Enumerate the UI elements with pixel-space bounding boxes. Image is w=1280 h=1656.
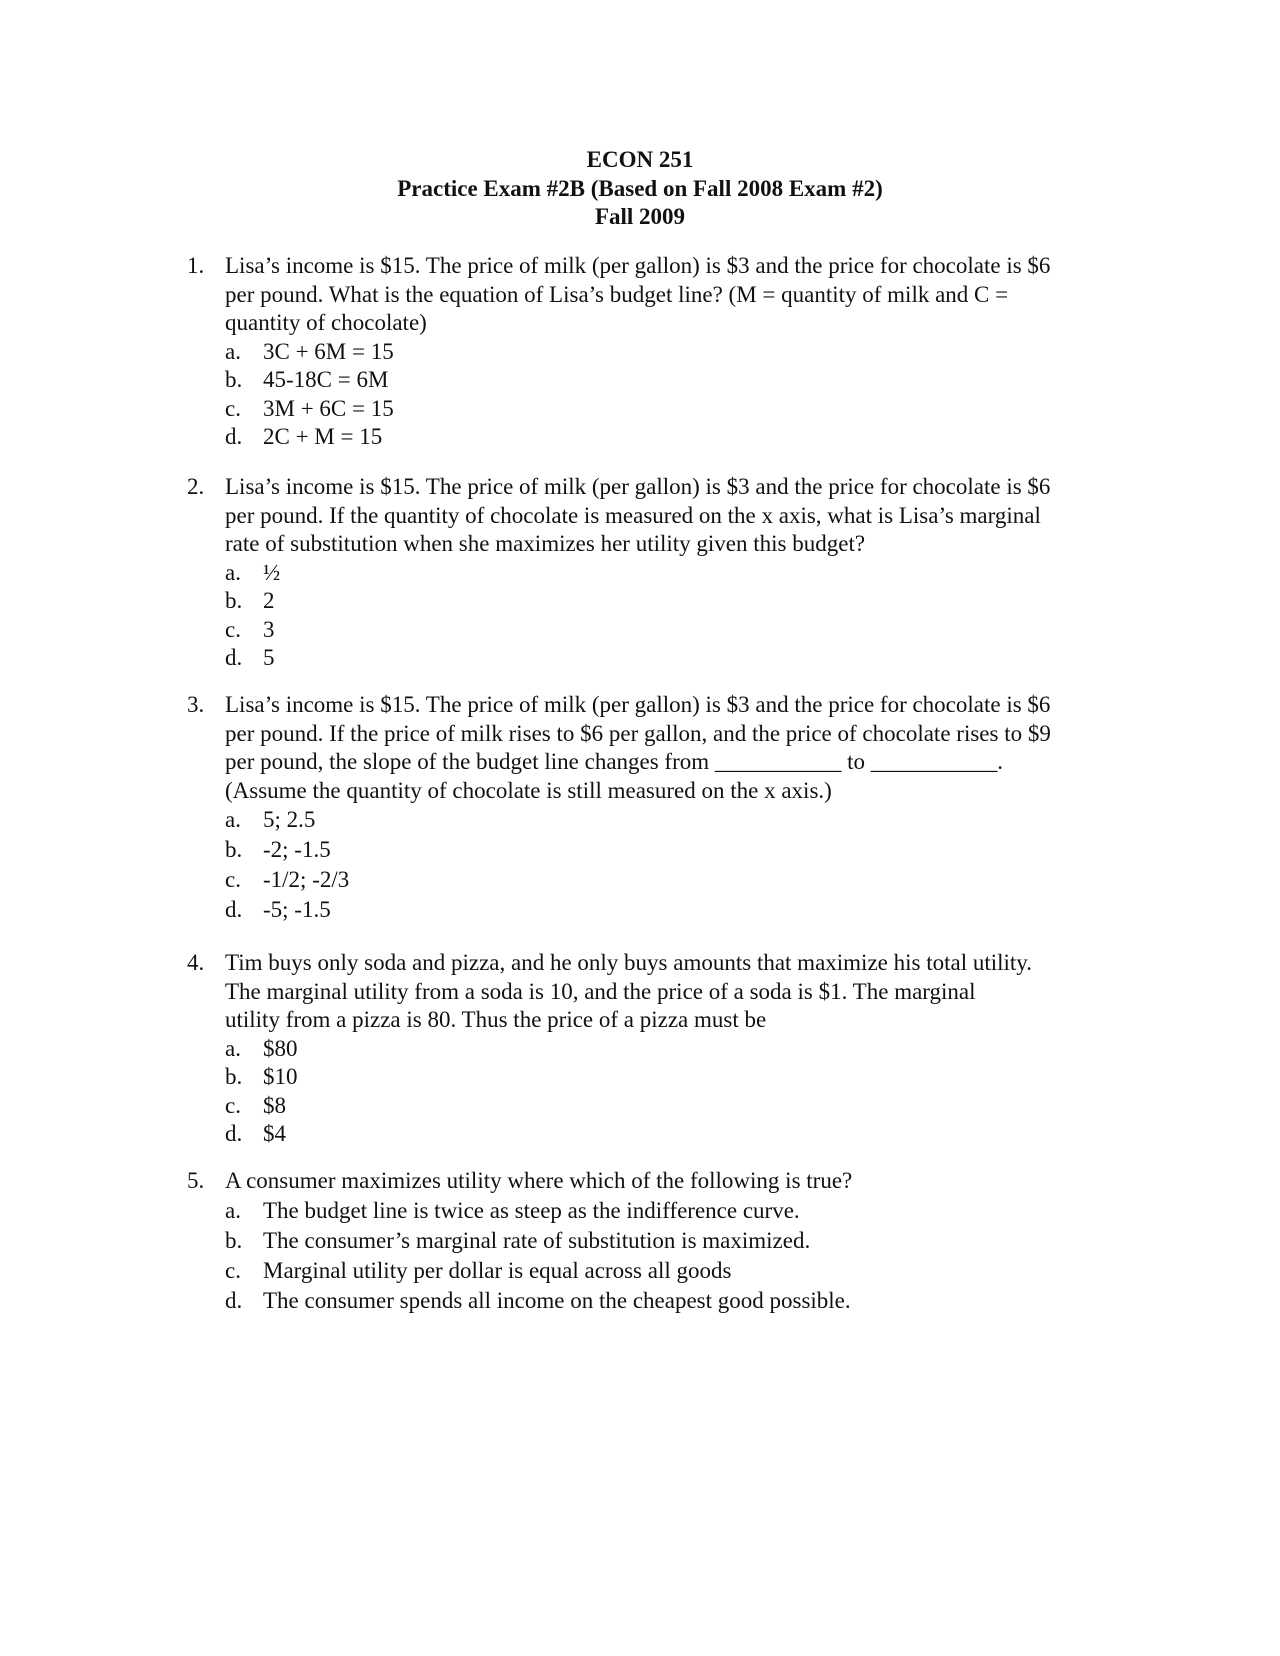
answer-option-c [225,1092,1087,1121]
answer-option-a [225,559,1087,588]
option-text: 3C + 6M = 15 [263,338,394,364]
option-letter: c. [225,867,241,892]
option-text: ½ [263,559,281,585]
option-letter: d. [225,897,243,922]
option-letter: c. [225,395,241,421]
option-text: 3 [263,616,275,642]
exam-term: Fall 2009 [594,204,686,229]
option-letter: c. [225,1092,241,1118]
course-title: ECON 251 [586,147,694,172]
option-letter: b. [225,1227,243,1253]
question-text: Tim buys only soda and pizza, and he only buys amounts that maximize his total utility. The marginal utility from a soda is 10, and the price of a soda is $1. The marginal utility from a pizza is 80. Thus the price of a pizza must be [225,950,1033,1032]
option-text: 45-18C = 6M [263,367,389,392]
option-letter: d. [225,1287,243,1313]
question-2 [187,473,1087,673]
question-1 [187,252,1087,452]
question-3 [187,691,1087,925]
question-5 [187,1167,1087,1316]
answer-option-a [225,805,1087,835]
question-4 [187,949,1087,1149]
option-letter: b. [225,367,243,392]
answer-options [225,338,1087,452]
question-number: 1. [187,253,205,278]
option-letter: d. [225,645,243,670]
answer-option-d [225,895,1087,925]
option-letter: a. [225,1035,241,1061]
question-number: 3. [187,692,205,717]
option-letter: a. [225,559,241,585]
answer-options [225,1035,1087,1149]
answer-option-b [225,1226,1087,1256]
answer-option-a [225,338,1087,367]
exam-header [0,146,1280,232]
answer-option-b [225,366,1087,395]
answer-option-b [225,1063,1087,1092]
question-text: Lisa’s income is $15. The price of milk (per gallon) is $3 and the price for chocolate is $6 per pound. What is the equation of Lisa’s budget line? (M = quantity of milk and C = quantity of chocolate) [225,253,1051,335]
option-text: -2; -1.5 [263,837,331,862]
answer-option-c [225,395,1087,424]
question-text: Lisa’s income is $15. The price of milk (per gallon) is $3 and the price for chocolate is $6 per pound. If the quantity of chocolate is measured on the x axis, what is Lisa’s marginal rate of substitution when she maximizes her utility given this budget? [225,474,1051,556]
option-text: 2 [263,588,275,613]
option-letter: b. [225,588,243,613]
option-text: 5; 2.5 [263,807,316,832]
answer-option-b [225,587,1087,616]
option-letter: c. [225,1257,241,1283]
option-letter: a. [225,807,241,832]
option-text: $80 [263,1035,298,1061]
option-text: $8 [263,1092,286,1118]
option-letter: b. [225,1064,243,1089]
answer-option-d [225,1286,1087,1316]
option-text: 3M + 6C = 15 [263,395,394,421]
option-letter: a. [225,338,241,364]
option-text: The budget line is twice as steep as the indifference curve. [263,1197,800,1223]
option-letter: b. [225,837,243,862]
option-text: Marginal utility per dollar is equal across all goods [263,1257,732,1283]
option-letter: a. [225,1197,241,1223]
answer-option-c [225,616,1087,645]
question-number: 4. [187,950,205,975]
answer-option-d [225,1120,1087,1149]
answer-option-a [225,1196,1087,1226]
answer-option-b [225,835,1087,865]
option-text: $4 [263,1121,286,1146]
option-text: -5; -1.5 [263,897,331,922]
question-number: 5. [187,1168,205,1193]
question-text: Lisa’s income is $15. The price of milk (per gallon) is $3 and the price for chocolate is $6 per pound. If the price of milk rises to $6 per gallon, and the price of chocolate rises to $9 per pound, the slope of the budget line changes from ___________ to ___________. (Assume the quantity of chocolate is still measured on the x axis.) [225,692,1051,803]
answer-option-d [225,644,1087,673]
question-number: 2. [187,474,205,499]
exam-title: Practice Exam #2B (Based on Fall 2008 Exam #2) [397,175,883,201]
option-text: -1/2; -2/3 [263,867,350,892]
answer-option-c [225,865,1087,895]
option-text: The consumer spends all income on the cheapest good possible. [263,1287,851,1313]
option-text: $10 [263,1064,298,1089]
answer-options [225,1196,1087,1316]
answer-option-d [225,423,1087,452]
answer-options [225,805,1087,925]
answer-option-c [225,1256,1087,1286]
option-letter: c. [225,616,241,642]
option-text: The consumer’s marginal rate of substitution is maximized. [263,1227,811,1253]
option-letter: d. [225,424,243,449]
question-text: A consumer maximizes utility where which of the following is true? [225,1168,853,1193]
answer-option-a [225,1035,1087,1064]
option-text: 5 [263,645,275,670]
option-letter: d. [225,1121,243,1146]
option-text: 2C + M = 15 [263,424,383,449]
answer-options [225,559,1087,673]
